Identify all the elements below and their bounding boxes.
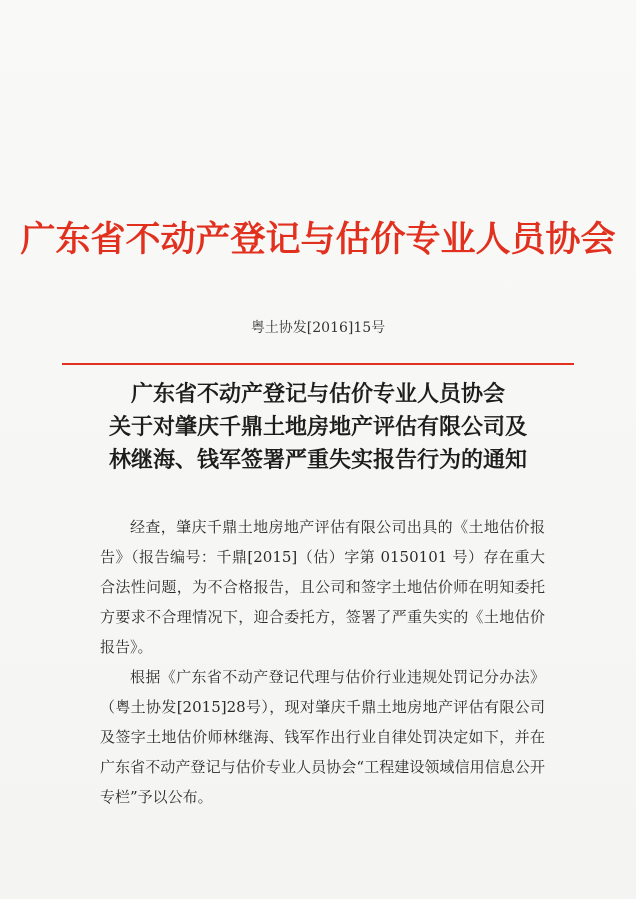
notice-title — [0, 378, 636, 477]
title-line-3: 林继海、钱军签署严重失实报告行为的通知 — [108, 447, 527, 473]
body-paragraph-1: 经查，肇庆千鼎土地房地产评估有限公司出具的《土地估价报告》（报告编号：千鼎[2015]（估）字第 0150101 号）存在重大合法性问题，为不合格报告，且公司和签字土地估价师在明知委托方要求不合理情况下，迎合委托方，签署了严重失实的《土地估价报告》。 — [100, 518, 545, 656]
document-number: 粤土协发[2016]15号 — [250, 320, 386, 336]
letterhead-organization: 广东省不动产登记与估价专业人员协会 — [20, 219, 616, 260]
title-line-2: 关于对肇庆千鼎土地房地产评估有限公司及 — [108, 414, 527, 440]
red-divider-rule — [62, 363, 574, 365]
body-paragraph-2: 根据《广东省不动产登记代理与估价行业违规处罚记分办法》（粤土协发[2015]28号），现对肇庆千鼎土地房地产评估有限公司及签字土地估价师林继海、钱军作出行业自律处罚决定如下，并在广东省不动产登记与估价专业人员协会“工程建设领域信用信息公开专栏”予以公布。 — [100, 668, 545, 806]
notice-body — [100, 512, 545, 812]
title-line-1: 广东省不动产登记与估价专业人员协会 — [130, 381, 505, 407]
